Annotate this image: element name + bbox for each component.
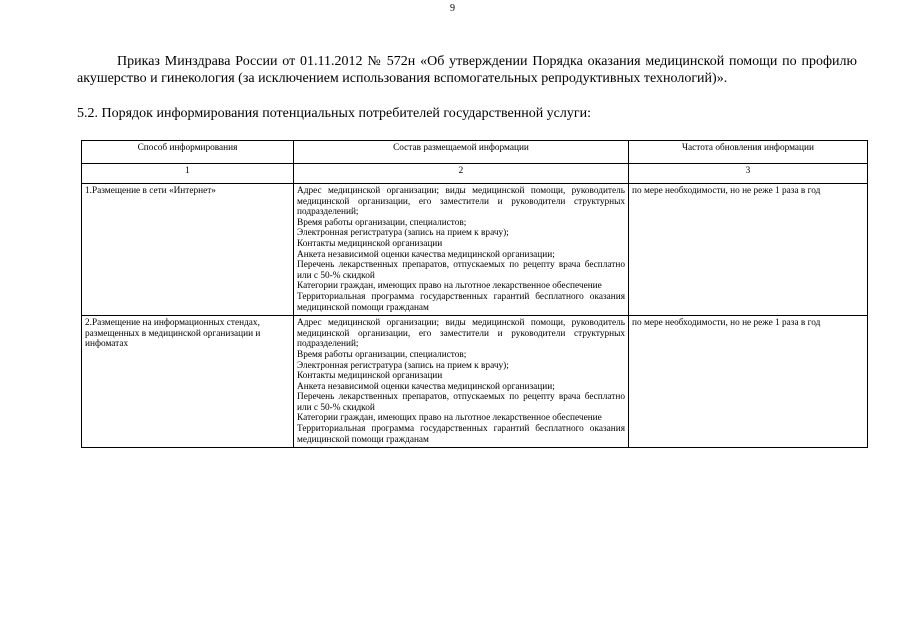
table-number-row [82, 164, 868, 184]
order-reference-paragraph: Приказ Минздрава России от 01.11.2012 № 572н «Об утверждении Порядка оказания медицинской помощи по профилю акушерство и гинекология (за исключением использования вспомогательных репродуктивных технологий)». [77, 54, 857, 86]
content-line: Территориальная программа государственных гарантий бесплатного оказания медицинской помощи гражданам [297, 291, 625, 313]
content-cell [294, 184, 629, 316]
content-line: Электронная регистратура (запись на прием к врачу); [297, 228, 509, 239]
table-row [82, 184, 868, 316]
header-frequency: Частота обновления информации [629, 141, 868, 164]
content-line: Адрес медицинской организации; виды медицинской помощи, руководитель медицинской организации, его заместители и руководители структурных подразделений; [297, 186, 625, 218]
header-content: Состав размещаемой информации [294, 141, 629, 164]
content-line: Анкета независимой оценки качества медицинской организации; [297, 381, 555, 392]
column-number: 2 [294, 164, 629, 184]
method-cell: 1.Размещение в сети «Интернет» [82, 184, 294, 316]
column-number: 3 [629, 164, 868, 184]
frequency-cell: по мере необходимости, но не реже 1 раза в год [629, 184, 868, 316]
section-heading: 5.2. Порядок информирования потенциальных потребителей государственной услуги: [77, 106, 592, 121]
content-line: Перечень лекарственных препаратов, отпускаемых по рецепту врача бесплатно или с 50-% скидкой [297, 392, 625, 413]
content-line: Контакты медицинской организации [297, 238, 443, 249]
page-number: 9 [450, 3, 455, 14]
header-method: Способ информирования [82, 141, 294, 164]
content-line: Время работы организации, специалистов; [297, 217, 467, 228]
table-header-row [82, 141, 868, 164]
content-line: Категории граждан, имеющих право на льготное лекарственное обеспечение [297, 281, 602, 292]
column-number: 1 [82, 164, 294, 184]
content-line: Время работы организации, специалистов; [297, 349, 467, 360]
content-cell [294, 316, 629, 448]
method-cell: 2.Размещение на информационных стендах, размещенных в медицинской организации и инфоматах [82, 316, 294, 448]
table-row [82, 316, 868, 448]
frequency-cell: по мере необходимости, но не реже 1 раза в год [629, 316, 868, 448]
content-line: Категории граждан, имеющих право на льготное лекарственное обеспечение [297, 413, 602, 424]
information-table [81, 140, 868, 448]
content-line: Анкета независимой оценки качества медицинской организации; [297, 249, 555, 260]
content-line: Адрес медицинской организации; виды медицинской помощи, руководитель медицинской организации, его заместители и руководители структурных подразделений; [297, 318, 625, 350]
content-line: Контакты медицинской организации [297, 371, 443, 382]
content-line: Электронная регистратура (запись на прием к врачу); [297, 360, 509, 371]
content-line: Перечень лекарственных препаратов, отпускаемых по рецепту врача бесплатно или с 50-% скидкой [297, 260, 625, 281]
content-line: Территориальная программа государственных гарантий бесплатного оказания медицинской помощи гражданам [297, 424, 625, 445]
